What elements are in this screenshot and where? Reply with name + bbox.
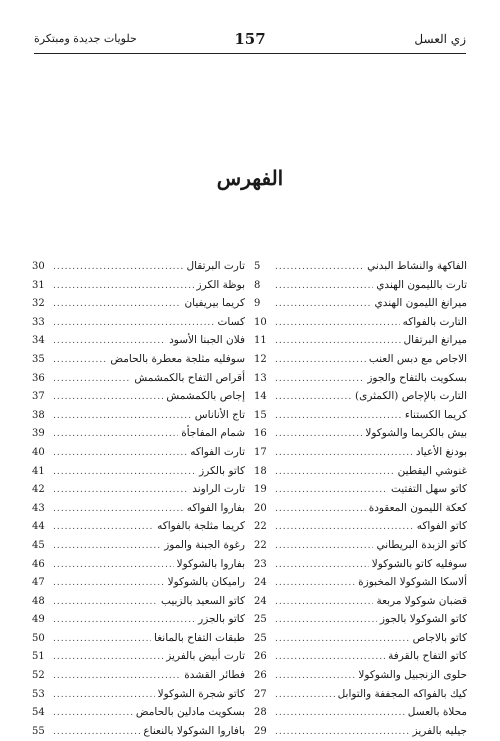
toc-entry-title: كاتو بالكرز <box>199 464 245 477</box>
dot-leader <box>53 556 174 575</box>
toc-entry <box>254 350 467 369</box>
toc-entry <box>254 610 467 629</box>
toc-entry-title: سوفليه مثلجة معطرة بالحامض <box>110 352 245 365</box>
toc-entry-page: 31 <box>32 279 45 291</box>
toc-entry <box>32 573 245 592</box>
toc-entry-title: ميرانغ الليمون الهندي <box>374 297 467 310</box>
toc-entry <box>254 629 467 648</box>
toc-entry <box>254 592 467 611</box>
book-title: زي العسل <box>414 32 466 46</box>
toc-entry-title: كاتو بالجزر <box>198 613 245 626</box>
dot-leader <box>275 500 366 519</box>
toc-entry-page: 24 <box>254 595 267 607</box>
toc-entry <box>254 666 467 685</box>
toc-entry-title: فلان الجبنا الأسود <box>169 334 245 347</box>
toc-entry-page: 20 <box>254 502 267 514</box>
toc-entry-page: 50 <box>32 632 45 644</box>
dot-leader <box>53 574 165 593</box>
section-title: حلويات جديدة ومبتكرة <box>34 32 137 45</box>
toc-entry-title: شمام المفاجأة <box>181 427 245 440</box>
toc-entry <box>32 462 245 481</box>
toc-entry-title: كاتو بالاجاص <box>412 631 467 644</box>
dot-leader <box>275 556 369 575</box>
page-title: الفهرس <box>216 166 284 190</box>
dot-leader <box>53 611 195 630</box>
toc-entry <box>32 350 245 369</box>
dot-leader <box>275 686 335 705</box>
toc-entry-page: 38 <box>32 409 45 421</box>
toc-entry-page: 47 <box>32 577 45 589</box>
toc-entry <box>32 517 245 536</box>
toc-entry-page: 46 <box>32 558 45 570</box>
toc-entry <box>254 647 467 666</box>
toc-entry <box>254 331 467 350</box>
toc-entry-page: 10 <box>254 316 267 328</box>
toc-entry-page: 19 <box>254 484 267 496</box>
toc-entry-page: 48 <box>32 595 45 607</box>
dot-leader <box>53 518 154 537</box>
toc-entry <box>254 313 467 332</box>
toc-entry-title: كاتو الفواكه <box>416 520 467 533</box>
toc-entry-page: 22 <box>254 539 267 551</box>
toc-entry-title: ألاسكا الشوكولا المخبوزة <box>358 576 467 589</box>
dot-leader <box>275 574 355 593</box>
dot-leader <box>53 370 131 389</box>
toc-entry-page: 24 <box>254 577 267 589</box>
toc-entry-page: 26 <box>254 670 267 682</box>
toc-entry-title: كريما الكستناء <box>404 408 467 421</box>
toc-entry-title: كسات <box>217 315 245 328</box>
toc-entry <box>32 703 245 722</box>
toc-entry <box>254 294 467 313</box>
toc-entry-page: 22 <box>254 521 267 533</box>
toc-entry-title: الفاكهة والنشاط البدني <box>367 260 467 272</box>
dot-leader <box>275 667 355 686</box>
toc-entry-page: 35 <box>32 353 45 365</box>
toc-entry-title: بسكويت بالتفاح والجوز <box>367 371 467 384</box>
dot-leader <box>275 314 400 333</box>
toc-entry-page: 36 <box>32 372 45 384</box>
dot-leader <box>53 667 181 686</box>
toc-entry-page: 28 <box>254 707 267 719</box>
toc-entry-title: التارت بالفواكه <box>402 315 467 328</box>
page-number: 157 <box>234 30 266 48</box>
dot-leader <box>275 444 413 463</box>
toc-entry-page: 53 <box>32 688 45 700</box>
toc-entry-page: 52 <box>32 670 45 682</box>
toc-column-right <box>254 257 467 740</box>
dot-leader <box>275 351 366 370</box>
toc-column-left <box>32 257 245 740</box>
toc-entry-title: كاتو السعيد بالزبيب <box>161 594 245 607</box>
dot-leader <box>53 593 158 612</box>
dot-leader <box>53 630 151 649</box>
toc-entry-page: 8 <box>254 279 261 291</box>
dot-leader <box>53 704 133 723</box>
dot-leader <box>53 444 187 463</box>
dot-leader <box>53 481 189 500</box>
toc-entry-title: محلاة بالعسل <box>407 706 467 719</box>
toc-entry <box>254 480 467 499</box>
dot-leader <box>53 277 194 296</box>
toc-entry <box>32 536 245 555</box>
toc-entry <box>32 555 245 574</box>
dot-leader <box>275 537 373 556</box>
toc-entry-title: أقراص التفاح بالكمشمش <box>134 371 245 384</box>
toc-entry-title: قضبان شوكولا مربعة <box>376 594 467 607</box>
toc-entry <box>32 443 245 462</box>
dot-leader <box>275 258 364 277</box>
toc-entry <box>254 703 467 722</box>
dot-leader <box>275 481 388 500</box>
dot-leader <box>53 723 140 741</box>
toc-entry <box>32 369 245 388</box>
toc-entry <box>32 294 245 313</box>
toc-entry <box>32 722 245 741</box>
dot-leader <box>53 295 181 314</box>
toc-entry-page: 30 <box>32 261 45 272</box>
toc-entry-title: تارت البرتقال <box>186 260 245 272</box>
toc-entry-title: بافاروا الشوكولا بالنعناع <box>143 724 245 737</box>
toc-entry-page: 40 <box>32 446 45 458</box>
dot-leader <box>275 370 364 389</box>
toc-entry-title: بوظة الكرز <box>196 278 245 291</box>
dot-leader <box>53 407 192 426</box>
toc-entry-title: راميكان بالشوكولا <box>167 576 245 589</box>
toc-entry-title: كريما بيريفيان <box>184 297 245 310</box>
dot-leader <box>275 425 362 444</box>
toc-entry-page: 37 <box>32 391 45 403</box>
dot-leader <box>275 295 371 314</box>
toc-entry <box>32 592 245 611</box>
dot-leader <box>275 388 352 407</box>
toc-entry <box>32 685 245 704</box>
toc-entry <box>254 387 467 406</box>
toc-entry-page: 29 <box>254 725 267 737</box>
toc-entry <box>32 666 245 685</box>
toc-entry <box>32 276 245 295</box>
toc-entry-page: 16 <box>254 428 267 440</box>
dot-leader <box>275 407 402 426</box>
toc-entry-title: بسكويت مادلين بالحامض <box>135 706 245 719</box>
toc-entry-page: 18 <box>254 465 267 477</box>
toc-entry-page: 11 <box>254 335 267 347</box>
toc-entry <box>254 406 467 425</box>
toc-entry-page: 25 <box>254 614 267 626</box>
dot-leader <box>53 500 184 519</box>
toc-entry-title: كاتو الزبدة البريطاني <box>376 538 467 551</box>
dot-leader <box>53 537 161 556</box>
dot-leader <box>53 388 163 407</box>
toc-entry-title: حلوى الزنجبيل والشوكولا <box>358 669 467 682</box>
toc-entry-page: 34 <box>32 335 45 347</box>
toc-entry-page: 41 <box>32 465 45 477</box>
toc-entry-page: 45 <box>32 539 45 551</box>
toc-entry-title: التارت بالإجاص (الكمثرى) <box>355 390 467 403</box>
toc-entry-page: 33 <box>32 316 45 328</box>
toc-entry-title: كاتو سهل التفتيت <box>390 483 467 496</box>
toc-entry-title: سوفليه كاتو بالشوكولا <box>371 557 467 570</box>
toc-entry <box>254 536 467 555</box>
toc-entry <box>32 331 245 350</box>
toc-entry-title: تاج الأناناس <box>194 408 245 421</box>
toc-entry-title: طبقات التفاح بالمانغا <box>154 631 245 644</box>
toc-entry-title: إجاص بالكمشمش <box>166 390 245 403</box>
toc-entry-page: 54 <box>32 707 45 719</box>
toc-entry <box>32 610 245 629</box>
toc-entry-page: 14 <box>254 391 267 403</box>
toc-entry <box>254 517 467 536</box>
toc-entry <box>32 387 245 406</box>
dot-leader <box>275 611 377 630</box>
toc-entry <box>32 629 245 648</box>
toc-entry <box>254 722 467 741</box>
dot-leader <box>275 593 373 612</box>
toc-entry-title: كاتو شجرة الشوكولا <box>157 687 245 700</box>
dot-leader <box>53 686 155 705</box>
toc-entry-title: بيش بالكريما والشوكولا <box>365 427 467 440</box>
toc-entry-page: 15 <box>254 409 267 421</box>
toc-entry-title: كاتو التفاح بالقرفة <box>388 650 467 663</box>
toc-entry-page: 49 <box>32 614 45 626</box>
dot-leader <box>53 425 178 444</box>
toc-entry-title: فطائر القشدة <box>184 669 245 682</box>
dot-leader <box>53 648 163 667</box>
toc-entry <box>32 424 245 443</box>
dot-leader <box>53 314 215 333</box>
dot-leader <box>53 351 107 370</box>
toc-entry-page: 5 <box>254 261 261 272</box>
toc-entry <box>254 276 467 295</box>
toc-entry-page: 27 <box>254 688 267 700</box>
toc-entry-page: 26 <box>254 651 267 663</box>
toc-entry-title: تارت بالليمون الهندي <box>376 278 467 291</box>
toc-entry-page: 25 <box>254 632 267 644</box>
dot-leader <box>275 463 395 482</box>
toc-entry-title: جيليه بالفريز <box>412 724 467 737</box>
toc-entry <box>254 257 467 276</box>
toc-entry <box>32 499 245 518</box>
dot-leader <box>275 723 410 741</box>
toc-entry <box>32 480 245 499</box>
toc-entry-title: كريما مثلجة بالفواكه <box>157 520 245 533</box>
dot-leader <box>275 630 410 649</box>
toc-entry <box>254 424 467 443</box>
toc-entry-page: 55 <box>32 725 45 737</box>
toc-entry-title: كعكة الليمون المعقودة <box>368 501 467 514</box>
toc-entry-page: 42 <box>32 484 45 496</box>
dot-leader <box>275 518 414 537</box>
toc-entry <box>254 685 467 704</box>
dot-leader <box>275 277 373 296</box>
toc-entry-title: كيك بالفواكه المجففة والتوابل <box>337 687 467 700</box>
toc-entry-title: بودنغ الأعياد <box>415 445 467 458</box>
dot-leader <box>53 258 183 277</box>
toc-entry-page: 32 <box>32 298 45 310</box>
toc-entry-page: 51 <box>32 651 45 663</box>
toc-entry-title: غنوشي اليقطين <box>397 464 467 477</box>
toc-entry-page: 23 <box>254 558 267 570</box>
toc-entry-page: 39 <box>32 428 45 440</box>
toc-entry-title: كاتو الشوكولا بالجوز <box>379 613 467 626</box>
toc-entry-title: بفاروا الفواكه <box>186 501 245 514</box>
toc-entry <box>254 462 467 481</box>
toc-entry <box>32 313 245 332</box>
toc-entry <box>254 499 467 518</box>
toc-entry-title: تارت الفواكه <box>190 445 245 458</box>
toc-entry <box>254 369 467 388</box>
toc-entry-title: ميرانغ البرتقال <box>403 334 467 347</box>
dot-leader <box>275 332 401 351</box>
dot-leader <box>275 704 405 723</box>
toc-entry-page: 13 <box>254 372 267 384</box>
toc-entry <box>32 257 245 276</box>
header-rule <box>34 53 466 54</box>
toc-entry <box>32 647 245 666</box>
toc-entry-title: رغوة الجبنة والموز <box>164 538 245 551</box>
toc-entry-page: 43 <box>32 502 45 514</box>
toc-entry-page: 17 <box>254 446 267 458</box>
toc-entry <box>254 443 467 462</box>
toc-entry-page: 44 <box>32 521 45 533</box>
toc-entry-page: 12 <box>254 353 267 365</box>
running-header <box>34 30 466 48</box>
toc-entry <box>32 406 245 425</box>
toc-entry-title: بفاروا بالشوكولا <box>176 557 245 570</box>
toc-entry <box>254 573 467 592</box>
toc-entry-title: تارت أبيض بالفريز <box>166 650 245 663</box>
toc-entry-title: الاجاص مع دبس العنب <box>368 352 467 365</box>
toc-entry-page: 9 <box>254 298 261 310</box>
dot-leader <box>53 332 166 351</box>
dot-leader <box>53 463 196 482</box>
dot-leader <box>275 648 385 667</box>
toc-entry <box>254 555 467 574</box>
toc-entry-title: تارت الراوند <box>192 483 245 496</box>
